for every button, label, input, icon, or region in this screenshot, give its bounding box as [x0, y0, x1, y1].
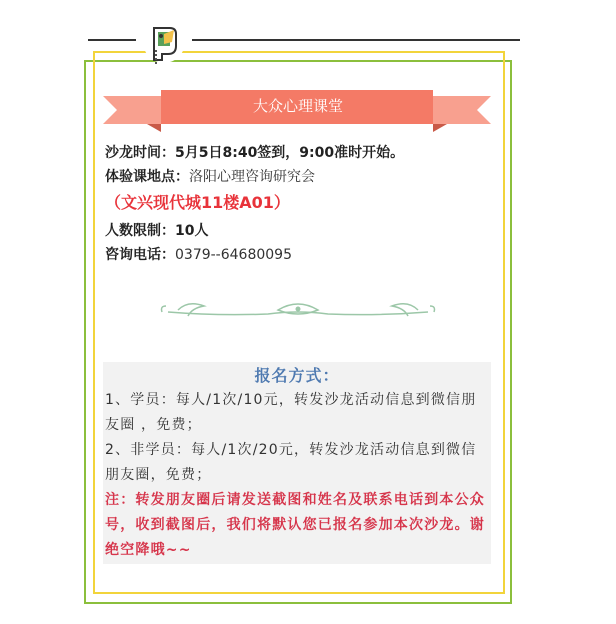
location-label: 体验课地点： — [105, 169, 189, 185]
limit-value: 10人 — [175, 223, 209, 239]
top-rule-left — [88, 39, 136, 41]
phone-line — [105, 242, 505, 268]
signup-item-nonstudent: 2、非学员：每人/1次/20元，转发沙龙活动信息到微信朋友圈，免费； — [105, 442, 477, 483]
limit-label: 人数限制： — [105, 223, 175, 239]
location-line — [105, 164, 495, 217]
signup-title: 报名方式： — [254, 366, 340, 385]
salon-time-value: 5月5日8:40签到，9:00准时开始。 — [175, 145, 405, 161]
location-value: 洛阳心理咨询研究会 — [189, 169, 315, 185]
phone-label: 咨询电话： — [105, 247, 175, 263]
phone-value: 0379--64680095 — [175, 247, 292, 263]
page-title: 大众心理课堂 — [252, 97, 343, 115]
salon-time-line — [105, 140, 505, 166]
signup-item-student: 1、学员：每人/1次/10元，转发沙龙活动信息到微信朋友圈 ，免费； — [105, 392, 477, 433]
limit-line — [105, 218, 505, 244]
location-detail: （文兴现代城11楼A01） — [105, 193, 290, 212]
signup-panel — [103, 362, 491, 564]
top-rule-right — [192, 39, 520, 41]
signup-note: 注：转发朋友圈后请发送截图和姓名及联系电话到本公众号，收到截图后，我们将默认您已报名参加本次沙龙。谢绝空降哦~~ — [105, 492, 485, 558]
salon-time-label: 沙龙时间： — [105, 145, 175, 161]
ornament-divider — [158, 296, 438, 326]
signup-body — [105, 388, 489, 563]
parrot-logo-icon — [140, 20, 188, 68]
